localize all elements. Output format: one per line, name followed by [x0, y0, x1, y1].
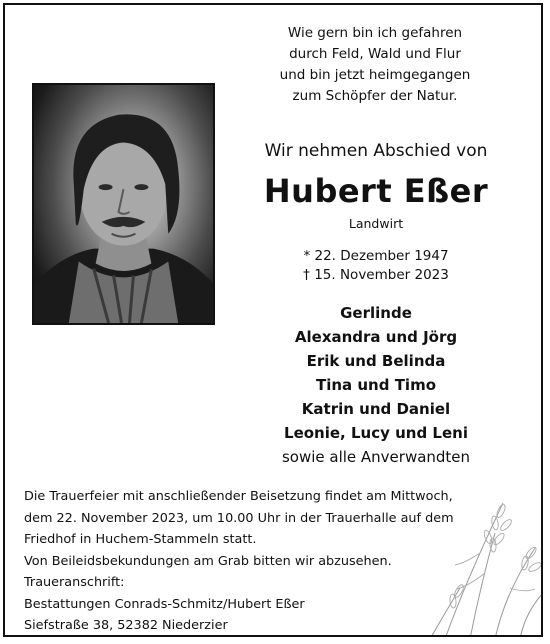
mourner-entry: Tina und Timo [315, 376, 437, 394]
wheat-stalks-icon [425, 493, 543, 637]
address-label: Traueranschrift: [24, 575, 125, 590]
poem-line: zum Schöpfer der Natur. [292, 88, 458, 104]
notice-line: dem 22. November 2023, um 10.00 Uhr in der Trauerhalle auf dem [24, 510, 454, 526]
poem-line: durch Feld, Wald und Flur [289, 46, 461, 62]
mourners-list [231, 301, 521, 445]
farewell-intro: Wir nehmen Abschied von [264, 141, 488, 161]
poem [225, 23, 525, 107]
address-line-1: Bestattungen Conrads-Schmitz/Hubert Eßer [24, 596, 305, 612]
birth-date: * 22. Dezember 1947 [303, 248, 449, 264]
mourner-entry: Gerlinde [340, 304, 412, 322]
obituary-card [3, 3, 543, 637]
deceased-name: Hubert Eßer [263, 172, 489, 210]
occupation: Landwirt [348, 216, 404, 231]
poem-line: Wie gern bin ich gefahren [287, 25, 463, 41]
life-dates [231, 247, 521, 285]
mourner-entry: Alexandra und Jörg [294, 328, 458, 346]
mourner-entry: Katrin und Daniel [301, 400, 451, 418]
address-line-2: Siefstraße 38, 52382 Niederzier [24, 618, 228, 633]
notice-line: Von Beileidsbekundungen am Grab bitten wir abzusehen. [24, 553, 392, 569]
death-date: † 15. November 2023 [303, 267, 449, 283]
mourner-entry: Leonie, Lucy und Leni [284, 424, 468, 442]
poem-line: und bin jetzt heimgegangen [279, 67, 471, 83]
mourning-address [24, 572, 424, 637]
notice-line: Die Trauerfeier mit anschließender Beisetzung findet am Mittwoch, [24, 489, 453, 504]
notice-line: Friedhof in Huchem-Stammeln statt. [24, 532, 257, 547]
portrait-image [34, 85, 213, 323]
relatives-line: sowie alle Anverwandten [281, 448, 471, 466]
portrait-photo [32, 83, 215, 325]
mourner-entry: Erik und Belinda [306, 352, 446, 370]
